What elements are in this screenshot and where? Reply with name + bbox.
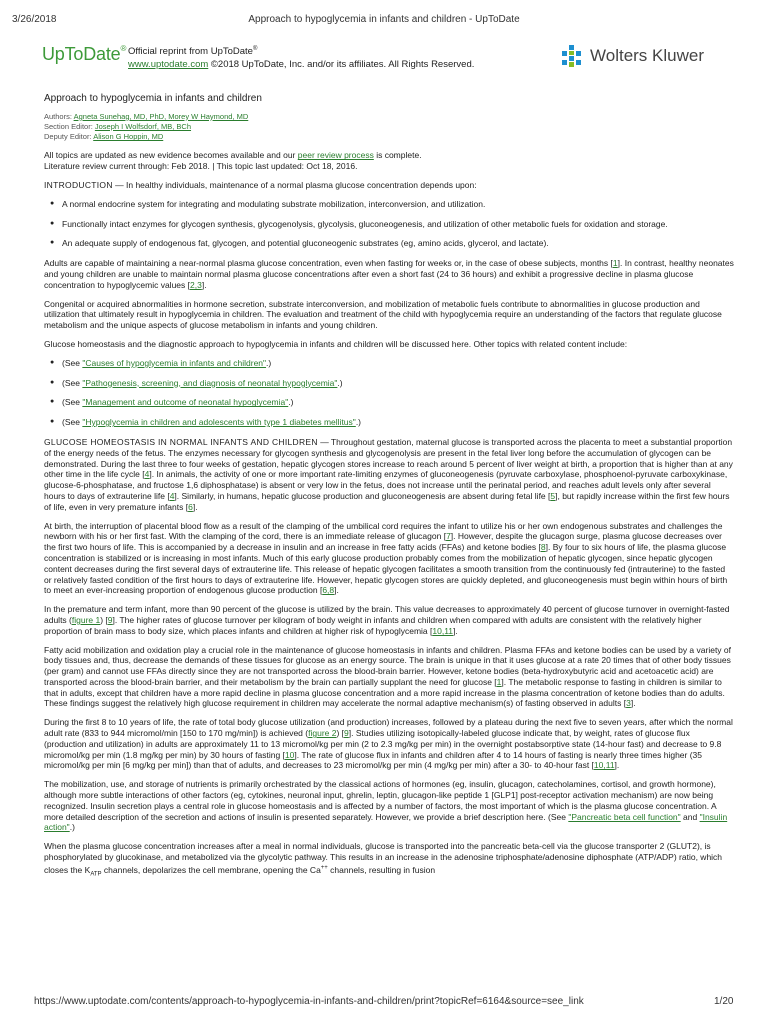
- related-topics-list: [44, 358, 734, 428]
- superscript: ++: [320, 864, 328, 871]
- reference-link[interactable]: 10,11: [432, 625, 454, 636]
- text: ].: [334, 585, 339, 596]
- figure-link[interactable]: figure 1: [71, 614, 101, 625]
- review-line: Literature review current through: Feb 2018. | This topic last updated: Oct 18, 2016.: [44, 161, 358, 172]
- list-item: ● Functionally intact enzymes for glycogen synthesis, glycogenolysis, glycolysis, gluconeogenesis, and utilization of other metabolic fuels for oxidation and storage.: [62, 219, 734, 230]
- text: ]. Studies utilizing isotopically-labeled glucose indicate that, by weight, rates of glucose flux (production and utilization) in adults are approximately 11 to 13 micromol/kg per min (2 to 2.3 mg/kg per min) in the overnight postabsorptive state (14-hour fast) and decrease to 9.8 micromol/kg per min (1.8 mg/kg per min) by 30 hours of fasting [: [44, 728, 722, 760]
- text: .): [69, 822, 75, 833]
- text: Fatty acid mobilization and oxidation play a crucial role in the maintenance of glucose homeostasis in infants and children. Plasma FFAs and ketone bodies can be used by a variety of body tissues and, thus, decrease the demands of these tissues for glucose as an energy source. The brain is unique in that it uses glucose at a rate 20 times that of other body tissues (per gram) and cannot use FFAs directly since they are not transported across the blood-brain barrier. However, ketone bodies (beta-hydroxybutyric acid and acetoacetic acid) are transported across the blood-brain barrier, and their metabolism by the brain can partially supplant the need for glucose [: [44, 644, 732, 687]
- glucose-homeostasis-paragraph: [44, 437, 734, 513]
- topic-link[interactable]: "Management and outcome of neonatal hypoglycemia": [82, 397, 289, 408]
- article-body: [44, 94, 734, 888]
- text: ]. The higher rates of glucose turnover per kilogram of body weight in infants and children when compared with adults are consistent with the relatively higher proportion of brain mass to body size, which places infants and children at higher risk of hypoglycemia [: [44, 614, 702, 636]
- list-item: [62, 378, 734, 389]
- text: channels, depolarizes the cell membrane, opening the Ca: [101, 864, 321, 875]
- text: — Throughout gestation, maternal glucose is transported across the placenta to meet a substantial proportion of the energy needs of the fetus. The enzymes necessary for glycogen synthesis and glycogenolysis are present in the fetal liver long before the accumulation of glycogen can be demonstrated. During the last three to four weeks of gestation, hepatic glycogen stores increase to reach around 5 percent of liver weight at birth, a proportion that is higher than at any other time in the life cycle [: [44, 436, 733, 480]
- list-item: [62, 417, 734, 428]
- reference-link[interactable]: 5: [550, 490, 556, 501]
- reference-link[interactable]: 9: [344, 728, 349, 739]
- text: At birth, the interruption of placental blood flow as a result of the clamping of the umbilical cord requires the infant to utilize his or her own endogenous substrates and challenges the newborn with his or her first fast. With the clamping of the cord, there is an immediate release of glucagon [: [44, 520, 723, 542]
- homeostasis-paragraph: Glucose homeostasis and the diagnostic approach to hypoglycemia in infants and children will be discussed here. Other topics with related content include:: [44, 338, 628, 349]
- text: ].: [453, 625, 458, 636]
- reprint-notice: Official reprint from UpToDate® www.uptodate.com ©2018 UpToDate, Inc. and/or its affiliates. All Rights Reserved.: [128, 46, 475, 71]
- reference-link[interactable]: 10: [284, 749, 295, 760]
- insulin-secretion-paragraph: [44, 841, 734, 880]
- wolters-kluwer-mark-icon: [560, 44, 584, 68]
- text: ]. In contrast, healthy neonates and young children are unable to maintain normal plasma glucose concentrations after even a short fast (24 to 36 hours) and exhibit a progressive decline in plasma glucose concentration to hypoglycemic values [: [44, 258, 734, 290]
- intro-text: — In healthy individuals, maintenance of a normal plasma glucose concentration depends upon:: [112, 180, 477, 190]
- authors-label: Authors:: [44, 111, 72, 121]
- text: ].: [630, 698, 636, 709]
- update-text: All topics are updated as new evidence becomes available and our: [44, 150, 296, 161]
- section-editor-link[interactable]: Joseph I Wolfsdorf, MB, BCh: [94, 122, 192, 131]
- list-item: ● A normal endocrine system for integrating and modulating substrate mobilization, interconversion, and utilization.: [62, 199, 734, 210]
- intro-heading: INTRODUCTION: [44, 180, 113, 190]
- uptodate-logo[interactable]: UpToDate®: [42, 44, 127, 64]
- list-item: [62, 358, 734, 369]
- see-end: .): [266, 357, 272, 368]
- reprint-line: Official reprint from UpToDate: [128, 46, 253, 58]
- topic-link[interactable]: "Insulin action": [44, 811, 728, 833]
- text: ]. By four to six hours of life, the plasma glucose concentration is stabilized or is increasing in most infants. Much of this early glucose production probably comes from the mobilization of hepatic glycogen, since hepatic glycogen content decreases during the first several days of extrauterine life. This release of hepatic glycogen facilitates a smooth transition from the continuously fed (intrauterine) to the fasted or relatively fasted condition of the first hours to days of extrauterine life. However, hepatic glycogen stores are quickly depleted, and gluconeogenesis must begin within hours of birth to meet an ever-increasing proportion of endogenous glucose production [: [44, 542, 728, 596]
- print-doc-title: Approach to hypoglycemia in infants and children - UpToDate: [248, 14, 520, 25]
- see-label: (See: [62, 397, 80, 408]
- fatty-acid-paragraph: [44, 645, 734, 710]
- see-label: (See: [62, 417, 80, 428]
- text: During the first 8 to 10 years of life, the rate of total body glucose utilization (and production) increases, followed by a plateau during the next five to seven years, after which the normal adult rate (833 to 944 micromol/min [150 to 170 mg/min]) is achieved (: [44, 717, 733, 739]
- text: In the premature and term infant, more than 90 percent of the glucose is utilized by the brain. This value decreases to approximately 40 percent of glucose turnover in overnight-fasted adults (: [44, 604, 730, 625]
- deputy-editor-link[interactable]: Alison G Hoppin, MD: [93, 132, 164, 142]
- reference-link[interactable]: 6,8: [322, 585, 335, 596]
- text: ) [: [336, 728, 345, 739]
- deputy-editor-label: Deputy Editor:: [44, 132, 92, 142]
- text: ]. In animals, the activity of one or more important rate-limiting enzymes of gluconeogenesis (pyruvate carboxylase, phosphoenol-pyruvate carboxykinase, glucose-6-phosphatase, and fructose 1,6 diphosphatase) is absent or very low in the fetus, does not increase until the perinatal period, and reaches adult levels only after several hours to days of extrauterine life [: [44, 469, 728, 501]
- wolters-kluwer-logo: [560, 44, 704, 68]
- text: ]. Similarly, in humans, hepatic glucose production and gluconeogenesis are absent during fetal life [: [174, 490, 551, 501]
- reference-link[interactable]: 4: [169, 490, 175, 501]
- text: When the plasma glucose concentration increases after a meal in normal individuals, glucose is transported into the pancreatic beta-cell via the glucose transporter 2 (GLUT2), is phosphorylated by glucokinase, and metabolized via the glycolytic pathway. This results in an increase in the adenosine triphosphate/adenosine diphosphate (ATP/ADP) ratio, which closes the K: [44, 841, 723, 875]
- section-heading: GLUCOSE HOMEOSTASIS IN NORMAL INFANTS AND CHILDREN: [44, 436, 318, 447]
- see-end: .): [355, 417, 362, 428]
- copyright: ©2018 UpToDate, Inc. and/or its affiliates. All Rights Reserved.: [210, 59, 475, 71]
- text: The mobilization, use, and storage of nutrients is primarily orchestrated by the classical actions of hormones (eg, insulin, glucagon, catecholamines, cortisol, and growth hormone), although more subtle interactions of other factors (eg, cytokines, neuronal input, ghrelin, leptin, glucagon-like peptide 1 [GLP1] post-receptor activation mechanism) are now being recognized. Insulin secretion plays a central role in glucose homeostasis and is affected by a number of factors, the most important of which is the plasma glucose concentration. A more detailed description of the secretion and actions of insulin is presented separately. However, we provide a brief description here. (See: [44, 779, 717, 822]
- text: ) [: [100, 614, 108, 625]
- publisher-name: Wolters Kluwer: [590, 46, 704, 65]
- peer-review-link[interactable]: peer review process: [297, 150, 374, 161]
- text: ]. The rate of glucose flux in infants and children after 4 to 14 hours of fasting is nearly three times higher (35 micromol/kg per min [6 mg/kg per min]) than that of adults, and decreases to 23 micromol/kg per min (4 mg/kg per min) after a 30- to 40-hour fast [: [44, 749, 703, 771]
- intro-list: [44, 199, 734, 249]
- see-end: .): [337, 377, 343, 388]
- reference-link[interactable]: 7: [446, 531, 451, 542]
- section-editor-row: [44, 122, 734, 132]
- topic-link[interactable]: "Causes of hypoglycemia in infants and children": [82, 357, 267, 368]
- figure-link[interactable]: figure 2: [308, 728, 337, 739]
- text: Adults are capable of maintaining a near-normal plasma glucose concentration, even when fasting for weeks or, in the case of obese subjects, months [: [44, 258, 613, 269]
- reference-link[interactable]: 9: [107, 614, 113, 625]
- topic-link[interactable]: "Hypoglycemia in children and adolescents with type 1 diabetes mellitus": [82, 417, 356, 428]
- congenital-paragraph: Congenital or acquired abnormalities in hormone secretion, substrate interconversion, and mobilization of metabolic fuels contribute to abnormalities in glucose production and utilization that ultimately result in hypoglycemia in children. The evaluation and treatment of the child with hypoglycemia require an understanding of the factors that regulate glucose metabolism and the unique aspects of glucose metabolism in infants and young children.: [44, 298, 722, 331]
- subscript: ATP: [90, 871, 102, 878]
- reference-link[interactable]: 10,11: [593, 760, 615, 771]
- reference-link[interactable]: 1: [496, 676, 502, 687]
- text: and: [680, 811, 700, 822]
- page-number: 1/20: [714, 996, 734, 1007]
- reference-link[interactable]: 1: [612, 258, 618, 269]
- text: ].: [201, 279, 207, 290]
- update-notice: [44, 150, 734, 161]
- reference-link[interactable]: 6: [188, 501, 193, 512]
- see-label: (See: [62, 377, 80, 388]
- reference-link[interactable]: 2,3: [190, 279, 202, 290]
- deputy-editor-row: [44, 132, 734, 142]
- section-editor-label: Section Editor:: [44, 122, 93, 131]
- birth-paragraph: [44, 521, 734, 597]
- reference-link[interactable]: 8: [540, 542, 546, 553]
- text: ]. The metabolic response to fasting in children is similar to that in adults, except that children have a more rapid decline in plasma glucose concentration and a more rapid increase in the plasma concentration of ketone bodies than do adults. These findings suggest the relatively high glucose requirement in children may accelerate the normal adaptive mechanism(s) of fasting observed in adults [: [44, 676, 725, 709]
- text: ].: [192, 501, 198, 512]
- text: channels, resulting in fusion: [327, 864, 436, 875]
- site-link[interactable]: www.uptodate.com: [128, 59, 209, 71]
- mobilization-paragraph: [44, 779, 734, 833]
- adults-paragraph: [44, 258, 734, 290]
- authors-link[interactable]: Agneta Sunehag, MD, PhD, Morey W Haymond, MD: [73, 111, 249, 121]
- list-item: [62, 397, 734, 408]
- article-title: Approach to hypoglycemia in infants and children: [44, 93, 262, 104]
- list-item: ● An adequate supply of endogenous fat, glycogen, and potential gluconeogenic substrates (eg, amino acids, glycerol, and lactate).: [62, 238, 734, 249]
- first-decade-paragraph: [44, 717, 734, 771]
- topic-link[interactable]: "Pathogenesis, screening, and diagnosis of neonatal hypoglycemia": [82, 377, 338, 388]
- text: ], but rapidly increase within the first few hours of life, even in very premature infants [: [44, 490, 730, 512]
- topic-link[interactable]: "Pancreatic beta cell function": [568, 811, 681, 822]
- see-end: .): [288, 397, 294, 408]
- print-date: 3/26/2018: [12, 14, 57, 25]
- text: ]. However, despite the glucagon surge, plasma glucose decreases over the first two hours of life. This is accompanied by a decrease in insulin and an increase in free fatty acids (FFAs) and ketone bodies [: [44, 531, 723, 553]
- authors-row: [44, 112, 734, 122]
- print-url: https://www.uptodate.com/contents/approach-to-hypoglycemia-in-infants-and-children/print?topicRef=6164&source=see_link: [34, 996, 584, 1007]
- intro-paragraph: [44, 180, 734, 191]
- reference-link[interactable]: 3: [626, 698, 631, 709]
- brand-name: UpToDate: [42, 44, 121, 64]
- reference-link[interactable]: 4: [144, 469, 150, 480]
- premature-paragraph: [44, 604, 734, 636]
- see-label: (See: [62, 357, 80, 368]
- update-text-end: is complete.: [376, 150, 422, 161]
- text: ].: [614, 760, 620, 771]
